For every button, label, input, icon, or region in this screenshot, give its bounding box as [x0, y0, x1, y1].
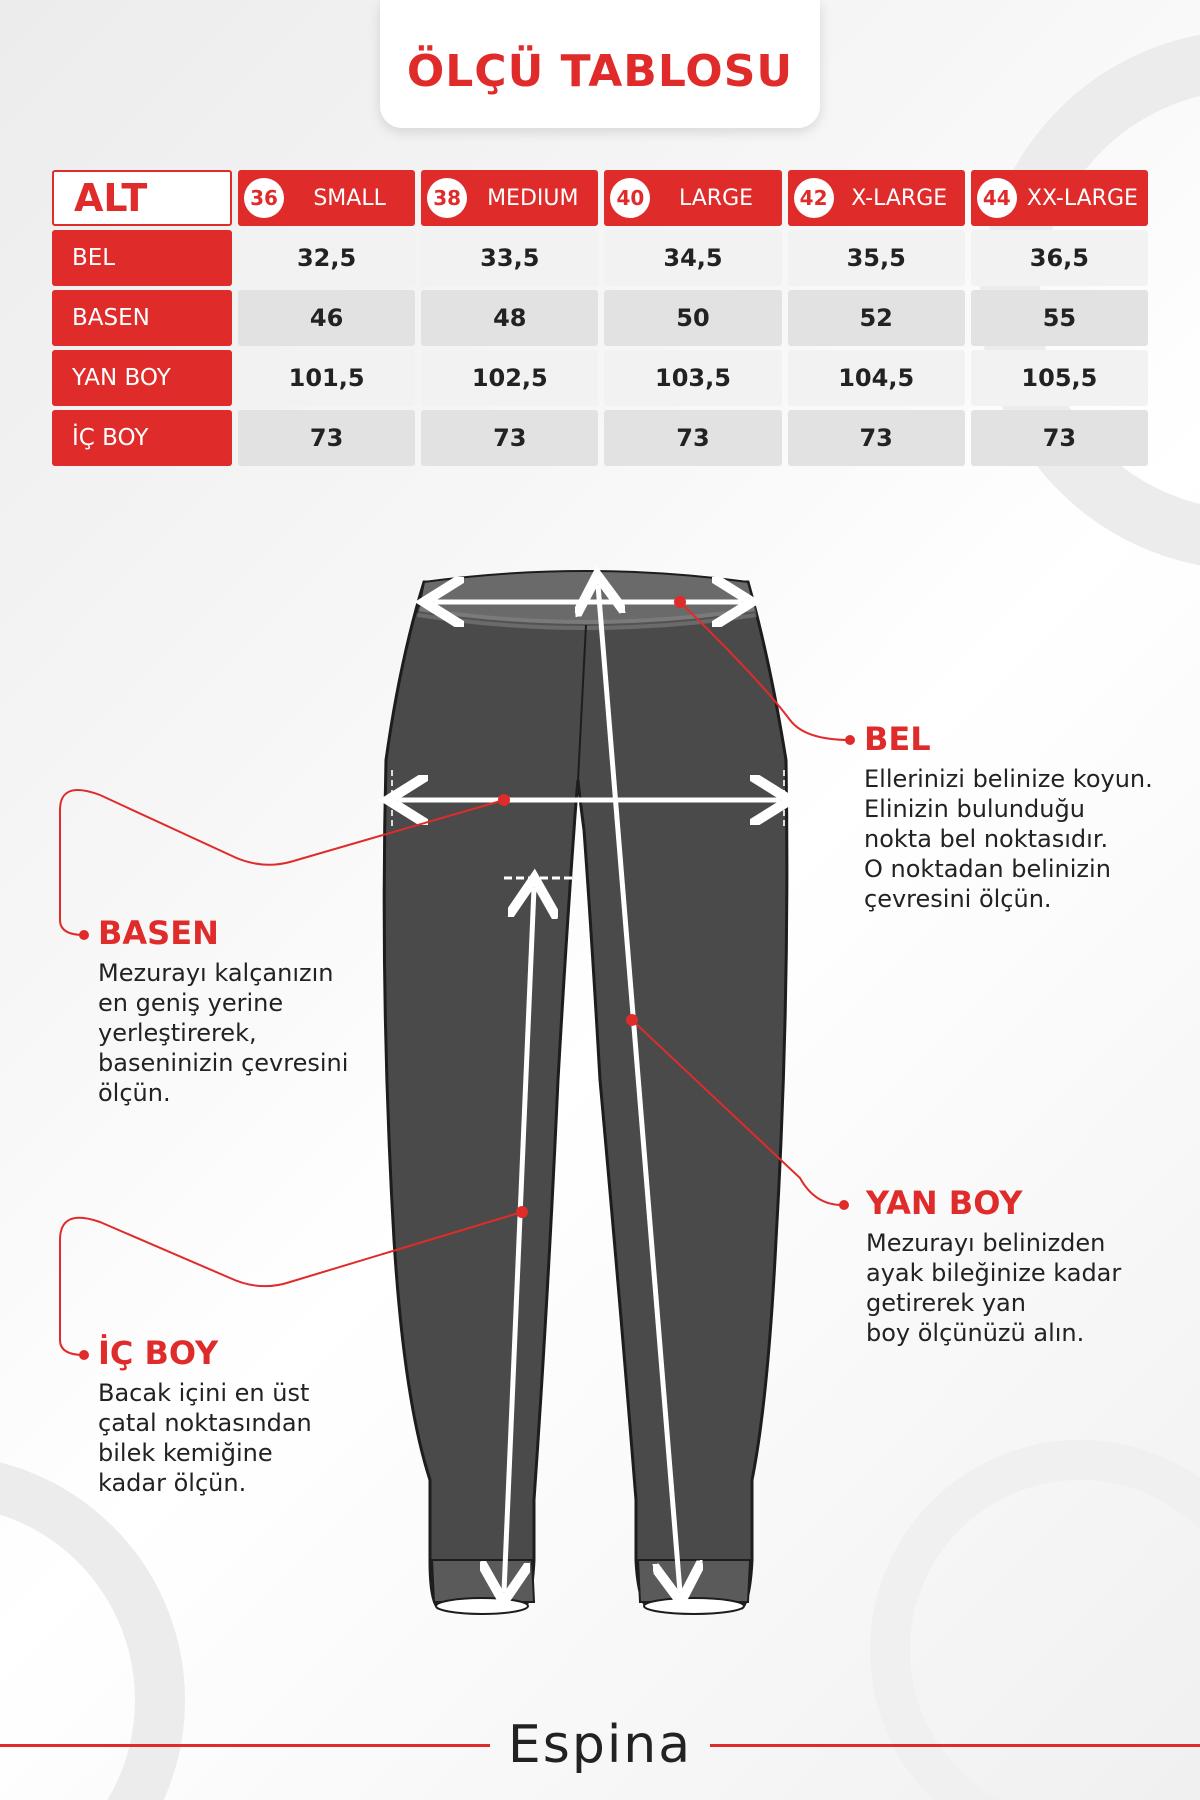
- table-cell: 73: [971, 410, 1148, 466]
- size-header: [788, 170, 965, 226]
- table-cell: 55: [971, 290, 1148, 346]
- table-cell: 101,5: [238, 350, 415, 406]
- table-cell: 73: [604, 410, 781, 466]
- size-number: 40: [610, 178, 650, 218]
- right-cuff: [638, 1560, 750, 1602]
- note-ic-boy: [98, 1334, 398, 1498]
- size-label: MEDIUM: [487, 185, 579, 211]
- footer-line-left: [0, 1744, 490, 1747]
- size-label: LARGE: [678, 185, 754, 211]
- table-cell: 104,5: [788, 350, 965, 406]
- table-cell: 50: [604, 290, 781, 346]
- note-body: Mezurayı belinizden ayak bileğinize kadar getirerek yan boy ölçünüzü alın.: [866, 1229, 1122, 1347]
- note-title: İÇ BOY: [98, 1334, 219, 1372]
- row-label-ic-boy: İÇ BOY: [52, 410, 232, 466]
- row-label-bel: BEL: [52, 230, 232, 286]
- row-label-basen: BASEN: [52, 290, 232, 346]
- size-number: 42: [794, 178, 834, 218]
- size-table: [52, 170, 1148, 466]
- table-corner-label: ALT: [52, 170, 232, 226]
- size-number: 36: [244, 178, 284, 218]
- size-label: SMALL: [313, 185, 386, 211]
- table-cell: 73: [421, 410, 598, 466]
- footer: [0, 1710, 1200, 1780]
- size-label: XX-LARGE: [1026, 185, 1138, 211]
- left-cuff: [432, 1560, 534, 1602]
- brand-logo: Espina: [507, 1715, 693, 1775]
- size-header: [421, 170, 598, 226]
- title-box: [380, 0, 820, 128]
- note-basen: [98, 914, 398, 1108]
- note-title: BASEN: [98, 914, 219, 952]
- size-number: 38: [427, 178, 467, 218]
- note-bel: [864, 720, 1194, 914]
- pants-shape: [384, 582, 787, 1608]
- size-number: 44: [977, 178, 1017, 218]
- table-cell: 33,5: [421, 230, 598, 286]
- note-title: BEL: [864, 720, 931, 758]
- note-title: YAN BOY: [866, 1184, 1023, 1222]
- table-cell: 36,5: [971, 230, 1148, 286]
- table-cell: 105,5: [971, 350, 1148, 406]
- table-cell: 48: [421, 290, 598, 346]
- size-header: [604, 170, 781, 226]
- size-header: [971, 170, 1148, 226]
- table-cell: 73: [788, 410, 965, 466]
- table-cell: 35,5: [788, 230, 965, 286]
- table-cell: 103,5: [604, 350, 781, 406]
- note-body: Bacak içini en üst çatal noktasından bilek kemiğine kadar ölçün.: [98, 1379, 312, 1497]
- note-body: Mezurayı kalçanızın en geniş yerine yerleştirerek, baseninizin çevresini ölçün.: [98, 959, 349, 1107]
- note-yan-boy: [866, 1184, 1196, 1348]
- table-cell: 102,5: [421, 350, 598, 406]
- table-cell: 34,5: [604, 230, 781, 286]
- row-label-yan-boy: YAN BOY: [52, 350, 232, 406]
- note-body: Ellerinizi belinize koyun. Elinizin bulunduğu nokta bel noktasıdır. O noktadan belinizin çevresini ölçün.: [864, 765, 1153, 913]
- size-header: [238, 170, 415, 226]
- table-cell: 73: [238, 410, 415, 466]
- table-cell: 52: [788, 290, 965, 346]
- footer-line-right: [710, 1744, 1200, 1747]
- table-cell: 32,5: [238, 230, 415, 286]
- size-label: X-LARGE: [851, 185, 948, 211]
- page-title: ÖLÇÜ TABLOSU: [406, 45, 794, 97]
- table-cell: 46: [238, 290, 415, 346]
